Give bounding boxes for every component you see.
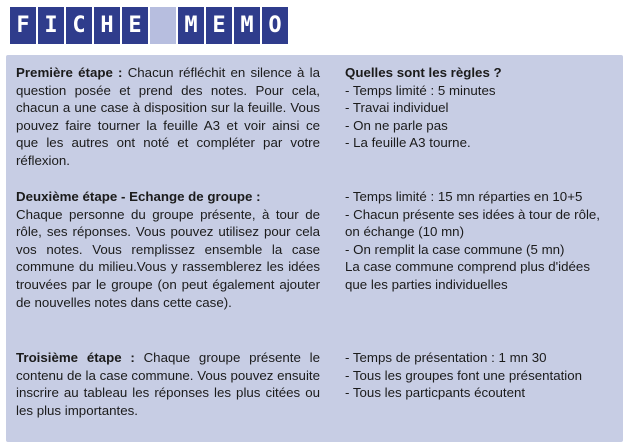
rule-line: - Tous les groupes font une présentation [345,367,583,383]
title-letter: C [66,7,92,44]
title-letter: O [262,7,288,44]
step-1-body: Chacun réfléchit en silence à la question posée et prend des notes. Pour cela, chacun a une case à disposition sur la feuille. Vous pouvez faire tourner la feuille A3 et voir ainsi ce que les autres ont noté et compléter par votre réflexion. [16,65,320,168]
title-letter: E [122,7,148,44]
step-3-rules [345,349,615,402]
step-3-body: Chaque groupe présente le contenu de la case commune. Vous pouvez ensuite inscrire au tableau les réponses les plus citées ou les plus importantes. [16,350,320,418]
step-2-heading: Deuxième étape - Echange de groupe : [16,189,261,204]
rule-line: - On remplit la case commune (5 mn) [345,241,565,257]
step-1-heading: Première étape : [16,65,123,80]
step-3-heading: Troisième étape : [16,350,135,365]
title-letter: M [234,7,260,44]
memo-card [6,55,623,442]
title-letter: F [10,7,36,44]
rule-line: - Chacun présente ses idées à tour de rôle, on échange (10 mn) [345,206,601,240]
rule-line: - Temps limité : 15 mn réparties en 10+5 [345,189,583,204]
step-2-instructions [16,188,320,311]
title-letter: E [206,7,232,44]
title-letter: M [178,7,204,44]
step-1-rules [345,64,615,152]
step-2-body: Chaque personne du groupe présente, à tour de rôle, ses réponses. Vous pouvez utilisez pour cela vos notes. Vous remplissez ensemble la case commune du milieu.Vous y rassemblerez les idées trouvées par le groupe (on peut également ajouter de nouvelles notes dans cette case). [16,206,320,310]
step-3-instructions [16,349,320,419]
rule-line: - Temps limité : 5 minutes [345,82,496,98]
step-1-instructions [16,64,320,170]
title-spacer [150,7,176,44]
rule-line: - On ne parle pas [345,117,448,133]
rule-line: - Tous les particpants écoutent [345,385,526,401]
rules-heading: Quelles sont les règles ? [345,65,502,80]
title-letter: H [94,7,120,44]
rule-line: - La feuille A3 tourne. [345,135,471,151]
step-2-rules [345,188,615,294]
rule-line: - Travai individuel [345,100,449,116]
rule-line: La case commune comprend plus d'idées que les parties individuelles [345,259,590,292]
rule-line: - Temps de présentation : 1 mn 30 [345,350,547,365]
title-letter: I [38,7,64,44]
memo-title [10,7,288,44]
